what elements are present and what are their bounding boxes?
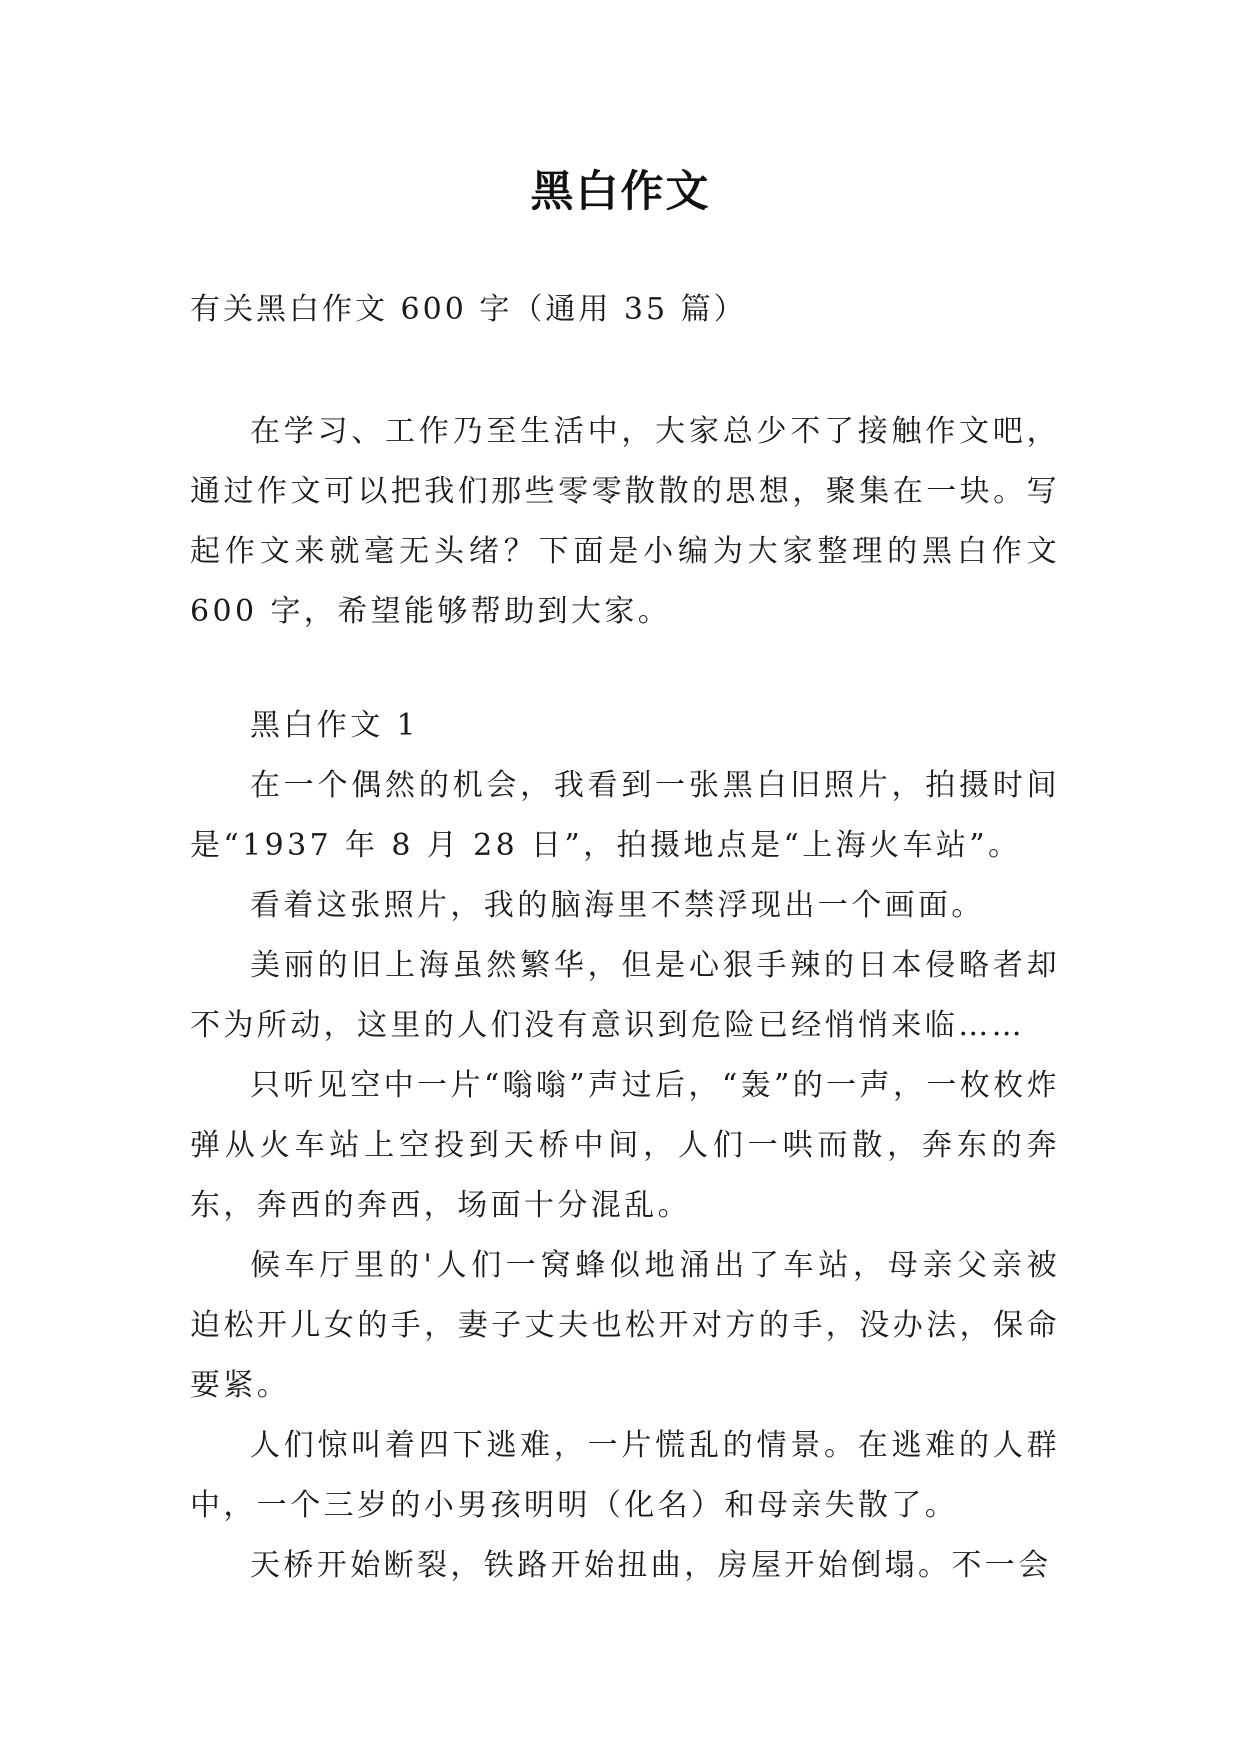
essay-paragraph: 美丽的旧上海虽然繁华，但是心狠手辣的日本侵略者却不为所动，这里的人们没有意识到危险已经悄悄来临…… — [190, 948, 1060, 1043]
essay-paragraph: 只听见空中一片“嗡嗡”声过后，“轰”的一声，一枚枚炸弹从火车站上空投到天桥中间，人们一哄而散，奔东的奔东，奔西的奔西，场面十分混乱。 — [190, 1068, 1060, 1223]
essay-paragraph: 人们惊叫着四下逃难，一片慌乱的情景。在逃难的人群中，一个三岁的小男孩明明（化名）和母亲失散了。 — [190, 1428, 1060, 1523]
essay-paragraph: 在一个偶然的机会，我看到一张黑白旧照片，拍摄时间是“1937 年 8 月 28 日”，拍摄地点是“上海火车站”。 — [190, 768, 1060, 863]
essay-paragraph: 看着这张照片，我的脑海里不禁浮现出一个画面。 — [250, 888, 985, 923]
document-subtitle: 有关黑白作文 600 字（通用 35 篇） — [190, 292, 747, 327]
essay-paragraph: 天桥开始断裂，铁路开始扭曲，房屋开始倒塌。不一会 — [250, 1548, 1052, 1583]
intro-section — [190, 402, 1060, 642]
intro-paragraph: 在学习、工作乃至生活中，大家总少不了接触作文吧，通过作文可以把我们那些零零散散的思想，聚集在一块。写起作文来就毫无头绪？下面是小编为大家整理的黑白作文 600 字，希望能够帮助到大家。 — [190, 414, 1060, 629]
essay-section — [190, 696, 1060, 1596]
essay-paragraph: 候车厅里的'人们一窝蜂似地涌出了车站，母亲父亲被迫松开儿女的手，妻子丈夫也松开对方的手，没办法，保命要紧。 — [190, 1248, 1060, 1403]
document-title: 黑白作文 — [530, 167, 711, 217]
essay-heading: 黑白作文 1 — [250, 708, 420, 743]
